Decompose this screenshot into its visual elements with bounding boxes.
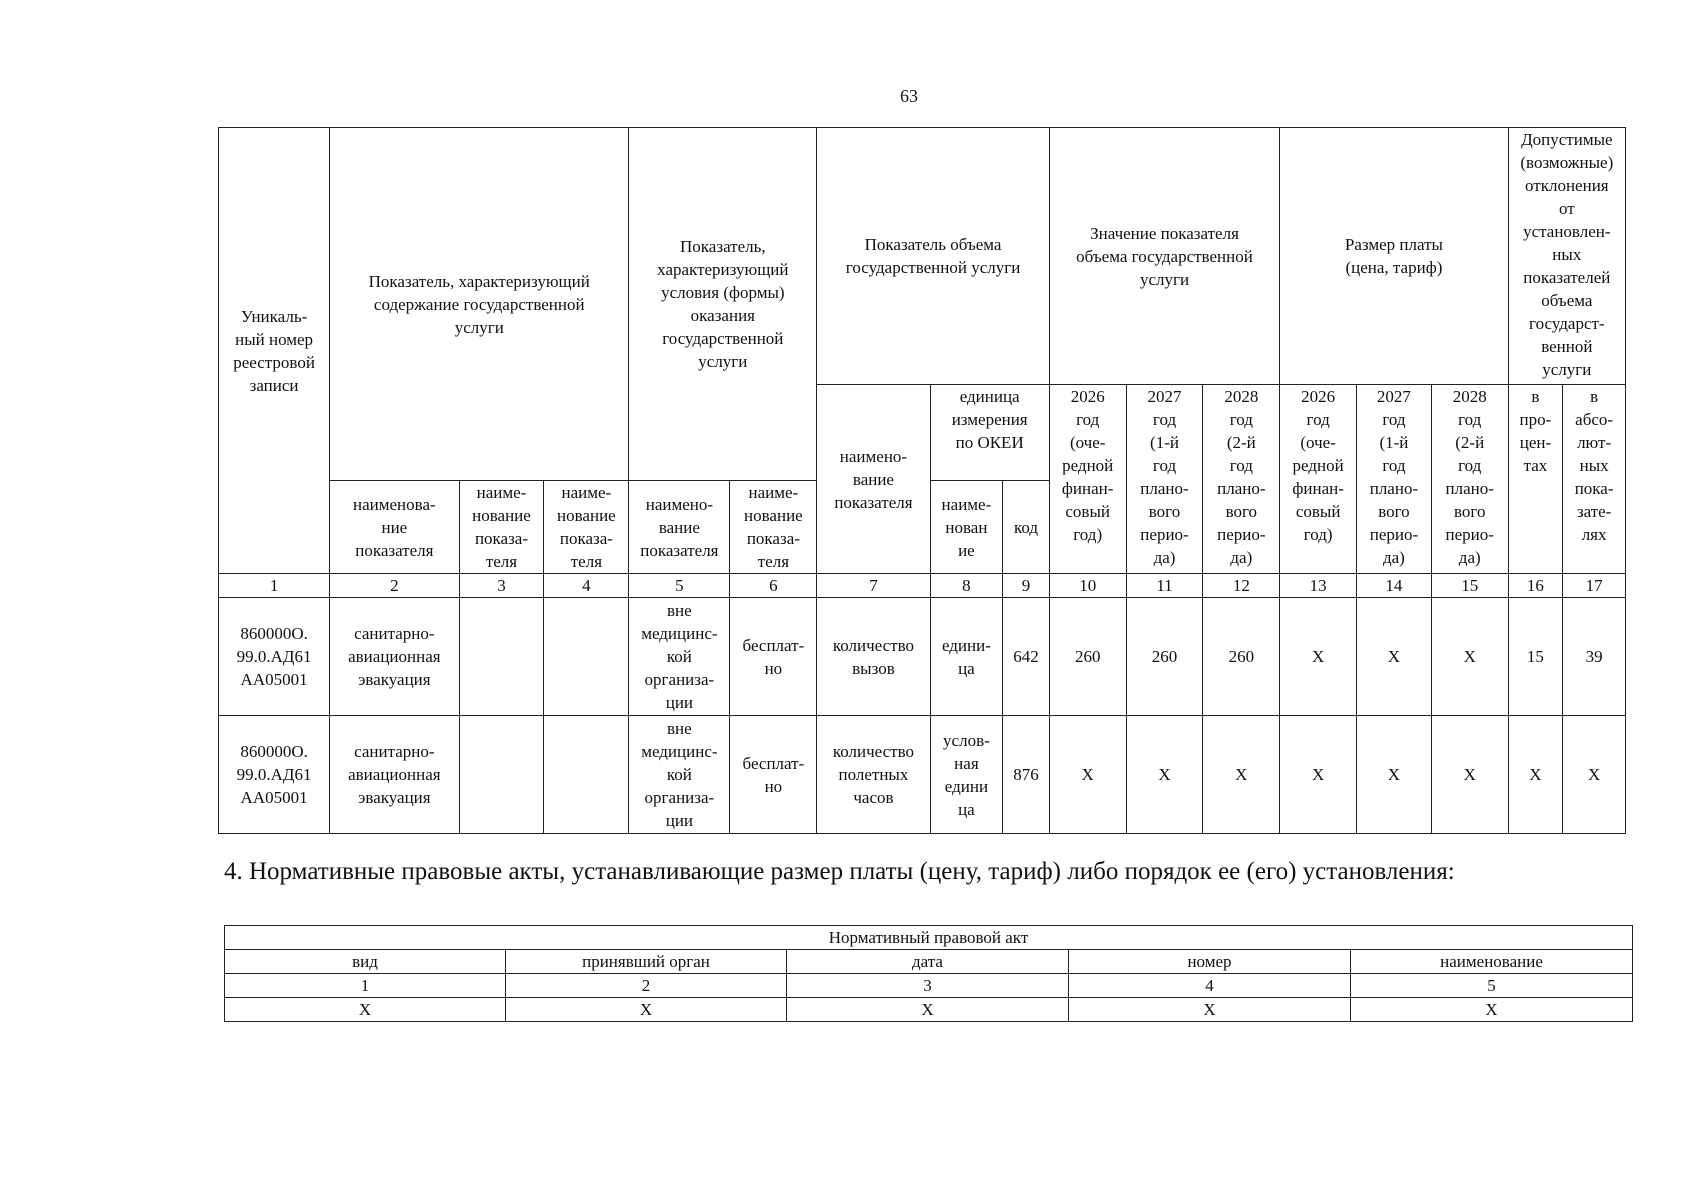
header-unique-number: Уникаль- ный номер реестровой записи: [219, 128, 330, 574]
header-unit-code: код: [1003, 481, 1049, 574]
column-number: 15: [1431, 574, 1508, 598]
acts-header-number: номер: [1069, 950, 1351, 974]
indicator-cell: количество полетных часов: [817, 716, 930, 834]
empty-cell: [544, 716, 629, 834]
acts-header-type: вид: [225, 950, 506, 974]
indicator-cell: количество вызов: [817, 598, 930, 716]
column-number: 5: [629, 574, 730, 598]
column-number: 8: [930, 574, 1003, 598]
header-fee-2027: 2027 год (1-й год плано- вого перио- да): [1357, 385, 1432, 574]
fee-2028-cell: Х: [1431, 598, 1508, 716]
unique-number-cell: 860000О. 99.0.АД61 АА05001: [219, 716, 330, 834]
column-number: 13: [1280, 574, 1357, 598]
acts-column-number: 3: [787, 974, 1069, 998]
content-cell: санитарно- авиационная эвакуация: [330, 716, 459, 834]
column-number: 6: [730, 574, 817, 598]
column-number: 11: [1126, 574, 1203, 598]
header-indicator-name-5: наимено- вание показателя: [629, 481, 730, 574]
acts-value-cell: Х: [1069, 998, 1351, 1022]
empty-cell: [459, 716, 544, 834]
header-volume-value: Значение показателя объема государственной услуги: [1049, 128, 1279, 385]
column-number: 9: [1003, 574, 1049, 598]
condition-cell: вне медицинс- кой организа- ции: [629, 598, 730, 716]
acts-column-number: 1: [225, 974, 506, 998]
header-unit-name: наиме- нован ие: [930, 481, 1003, 574]
value-2026-cell: 260: [1049, 598, 1126, 716]
value-2028-cell: Х: [1203, 716, 1280, 834]
unique-number-cell: 860000О. 99.0.АД61 АА05001: [219, 598, 330, 716]
section-heading: 4. Нормативные правовые акты, устанавливающие размер платы (цену, тариф) либо порядок ее (его) установления:: [224, 858, 1455, 885]
volume-indicators-table: [218, 127, 1626, 834]
fee-2027-cell: Х: [1357, 598, 1432, 716]
value-2028-cell: 260: [1203, 598, 1280, 716]
header-indicator-name-6: наиме- нование показа- теля: [730, 481, 817, 574]
value-2027-cell: 260: [1126, 598, 1203, 716]
value-2026-cell: Х: [1049, 716, 1126, 834]
header-fee-2026: 2026 год (оче- редной финан- совый год): [1280, 385, 1357, 574]
fee-2026-cell: Х: [1280, 598, 1357, 716]
deviation-percent-cell: Х: [1508, 716, 1563, 834]
column-number: 12: [1203, 574, 1280, 598]
header-indicator-name-7: наимено- вание показателя: [817, 385, 930, 574]
content-cell: санитарно- авиационная эвакуация: [330, 598, 459, 716]
header-volume-indicator: Показатель объема государственной услуги: [817, 128, 1049, 385]
header-conditions-indicator: Показатель, характеризующий условия (формы) оказания государственной услуги: [629, 128, 817, 481]
acts-value-cell: Х: [787, 998, 1069, 1022]
acts-title-row: [225, 926, 1633, 950]
column-number: 7: [817, 574, 930, 598]
acts-column-number: 4: [1069, 974, 1351, 998]
acts-header-authority: принявший орган: [506, 950, 787, 974]
acts-values-row: [225, 998, 1633, 1022]
fee-2026-cell: Х: [1280, 716, 1357, 834]
header-fee-size: Размер платы (цена, тариф): [1280, 128, 1508, 385]
value-2027-cell: Х: [1126, 716, 1203, 834]
acts-header-row: [225, 950, 1633, 974]
header-allowed-deviation: Допустимые (возможные) отклонения от установлен- ных показателей объема государст- венной услуги: [1508, 128, 1625, 385]
unit-code-cell: 876: [1003, 716, 1049, 834]
acts-numbers-row: [225, 974, 1633, 998]
column-number: 10: [1049, 574, 1126, 598]
acts-header-date: дата: [787, 950, 1069, 974]
unit-code-cell: 642: [1003, 598, 1049, 716]
empty-cell: [459, 598, 544, 716]
acts-value-cell: Х: [225, 998, 506, 1022]
deviation-percent-cell: 15: [1508, 598, 1563, 716]
header-okei-unit: единица измерения по ОКЕИ: [930, 385, 1049, 481]
unit-name-cell: услов- ная едини ца: [930, 716, 1003, 834]
deviation-absolute-cell: Х: [1563, 716, 1626, 834]
fee-2027-cell: Х: [1357, 716, 1432, 834]
deviation-absolute-cell: 39: [1563, 598, 1626, 716]
table-row: [219, 598, 1626, 716]
header-content-indicator: Показатель, характеризующий содержание государственной услуги: [330, 128, 629, 481]
acts-column-number: 2: [506, 974, 787, 998]
page-number: 63: [900, 86, 918, 106]
fee-2028-cell: Х: [1431, 716, 1508, 834]
header-value-2027: 2027 год (1-й год плано- вого перио- да): [1126, 385, 1203, 574]
header-value-2028: 2028 год (2-й год плано- вого перио- да): [1203, 385, 1280, 574]
acts-column-number: 5: [1351, 974, 1633, 998]
header-value-2026: 2026 год (оче- редной финан- совый год): [1049, 385, 1126, 574]
column-number: 17: [1563, 574, 1626, 598]
column-number: 2: [330, 574, 459, 598]
acts-title: Нормативный правовой акт: [225, 926, 1633, 950]
legal-acts-table: [224, 925, 1633, 1022]
header-deviation-absolute: в абсо- лют- ных пока- зате- лях: [1563, 385, 1626, 574]
form-cell: бесплат- но: [730, 598, 817, 716]
acts-value-cell: Х: [506, 998, 787, 1022]
header-indicator-name-2: наименова- ние показателя: [330, 481, 459, 574]
column-number: 14: [1357, 574, 1432, 598]
header-row-top: [219, 128, 1626, 385]
condition-cell: вне медицинс- кой организа- ции: [629, 716, 730, 834]
table-row: [219, 716, 1626, 834]
empty-cell: [544, 598, 629, 716]
header-indicator-name-4: наиме- нование показа- теля: [544, 481, 629, 574]
acts-value-cell: Х: [1351, 998, 1633, 1022]
form-cell: бесплат- но: [730, 716, 817, 834]
header-indicator-name-3: наиме- нование показа- теля: [459, 481, 544, 574]
acts-header-name: наименование: [1351, 950, 1633, 974]
header-deviation-percent: в про- цен- тах: [1508, 385, 1563, 574]
column-number: 4: [544, 574, 629, 598]
column-number: 16: [1508, 574, 1563, 598]
column-numbers-row: [219, 574, 1626, 598]
unit-name-cell: едини- ца: [930, 598, 1003, 716]
column-number: 1: [219, 574, 330, 598]
header-fee-2028: 2028 год (2-й год плано- вого перио- да): [1431, 385, 1508, 574]
column-number: 3: [459, 574, 544, 598]
